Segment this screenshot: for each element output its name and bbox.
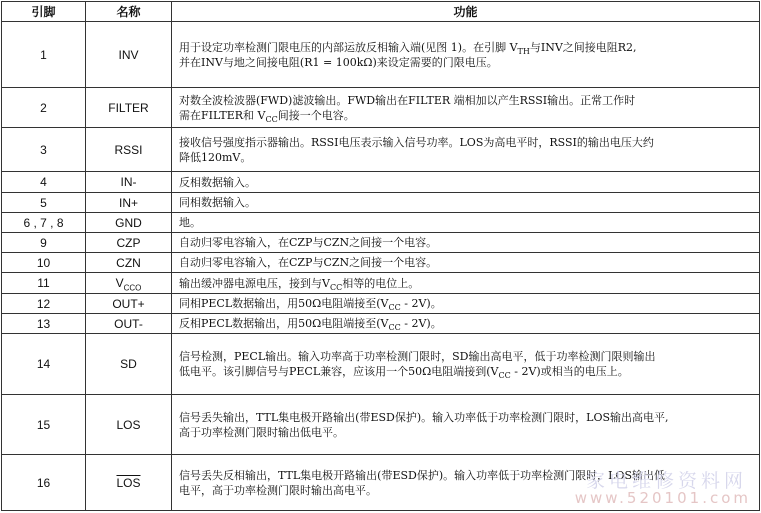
pin-name: IN- [86,172,172,193]
pin-function: 信号丢失输出，TTL集电极开路输出(带ESD保护)。输入功率低于功率检测门限时，LOS输出高电平, 高于功率检测门限时输出低电平。 [172,395,760,455]
table-row [2,128,760,172]
pin-number: 13 [2,314,86,334]
pin-number: 16 [2,455,86,511]
pin-number: 2 [2,88,86,128]
pin-name: IN+ [86,193,172,213]
pin-number: 14 [2,334,86,395]
pin-number: 6 , 7 , 8 [2,213,86,233]
pin-number: 15 [2,395,86,455]
pin-function: 自动归零电容输入，在CZP与CZN之间接一个电容。 [172,253,760,273]
pin-number: 11 [2,273,86,294]
pin-name: RSSI [86,128,172,172]
pin-number: 9 [2,233,86,253]
pin-function: 同相数据输入。 [172,193,760,213]
pin-number: 12 [2,294,86,314]
table-row [2,22,760,88]
pin-number: 3 [2,128,86,172]
table-row [2,273,760,294]
table-row [2,213,760,233]
pin-function: 用于设定功率检测门限电压的内部运放反相输入端(见图 1)。在引脚 $V_{TH}$与INV之间接电阻R2, 并在INV与地之间接电阻(R1 = 100kΩ)来设定需要的门限电压。 [172,22,760,88]
watermark-text: 家电维修资料网 [585,470,747,492]
pin-name: FILTER [86,88,172,128]
header-pin: 引脚 [2,2,86,22]
pin-name: LOS [86,395,172,455]
pin-number: 5 [2,193,86,213]
table-row [2,233,760,253]
table-row [2,334,760,395]
pin-function: 反相PECL数据输出，用50Ω电阻端接至$(V_{CC} - 2V)$。 [172,314,760,334]
pin-function: 反相数据输入。 [172,172,760,193]
pin-function: 同相PECL数据输出，用50Ω电阻端接至$(V_{CC} - 2V)$。 [172,294,760,314]
table-row [2,172,760,193]
pin-function: 信号检测，PECL输出。输入功率高于功率检测门限时，SD输出高电平，低于功率检测门限则输出 低电平。该引脚信号与PECL兼容，应该用一个50Ω电阻端接到$(V_{CC} - 2V)$或相当的电压上。 [172,334,760,395]
table-row [2,395,760,455]
pin-name: INV [86,22,172,88]
header-name: 名称 [86,2,172,22]
pin-name: GND [86,213,172,233]
pin-name: CZP [86,233,172,253]
pin-function: 自动归零电容输入，在CZP与CZN之间接一个电容。 [172,233,760,253]
pin-function-table [1,1,760,511]
pin-function: 地。 [172,213,760,233]
table-row [2,253,760,273]
table-row [2,314,760,334]
table-row [2,193,760,213]
table-row [2,294,760,314]
table-header-row [2,2,760,22]
table-row [2,88,760,128]
header-function: 功能 [172,2,760,22]
watermark-url: www.520101.com [574,489,751,507]
pin-name: OUT+ [86,294,172,314]
pin-function: 对数全波检波器(FWD)滤波输出。FWD输出在FILTER 端相加以产生RSSI输出。正常工作时 需在FILTER和 $V_{CC}$间接一个电容。 [172,88,760,128]
pin-name: SD [86,334,172,395]
pin-name: CZN [86,253,172,273]
pin-number: 10 [2,253,86,273]
pin-function: 信号丢失反相输出，TTL集电极开路输出(带ESD保护)。输入功率低于功率检测门限时，LOS输出低 电平，高于功率检测门限时输出高电平。 [172,455,760,511]
pin-function: 输出缓冲器电源电压，接到与$V_{CC}$相等的电位上。 [172,273,760,294]
pin-number: 4 [2,172,86,193]
pin-name: $V_{CCO}$ [86,273,172,294]
pin-number: 1 [2,22,86,88]
pin-name: $\overline{LOS}$ [86,455,172,511]
pin-name: OUT- [86,314,172,334]
pin-function: 接收信号强度指示器输出。RSSI电压表示输入信号功率。LOS为高电平时，RSSI的输出电压大约 降低120mV。 [172,128,760,172]
